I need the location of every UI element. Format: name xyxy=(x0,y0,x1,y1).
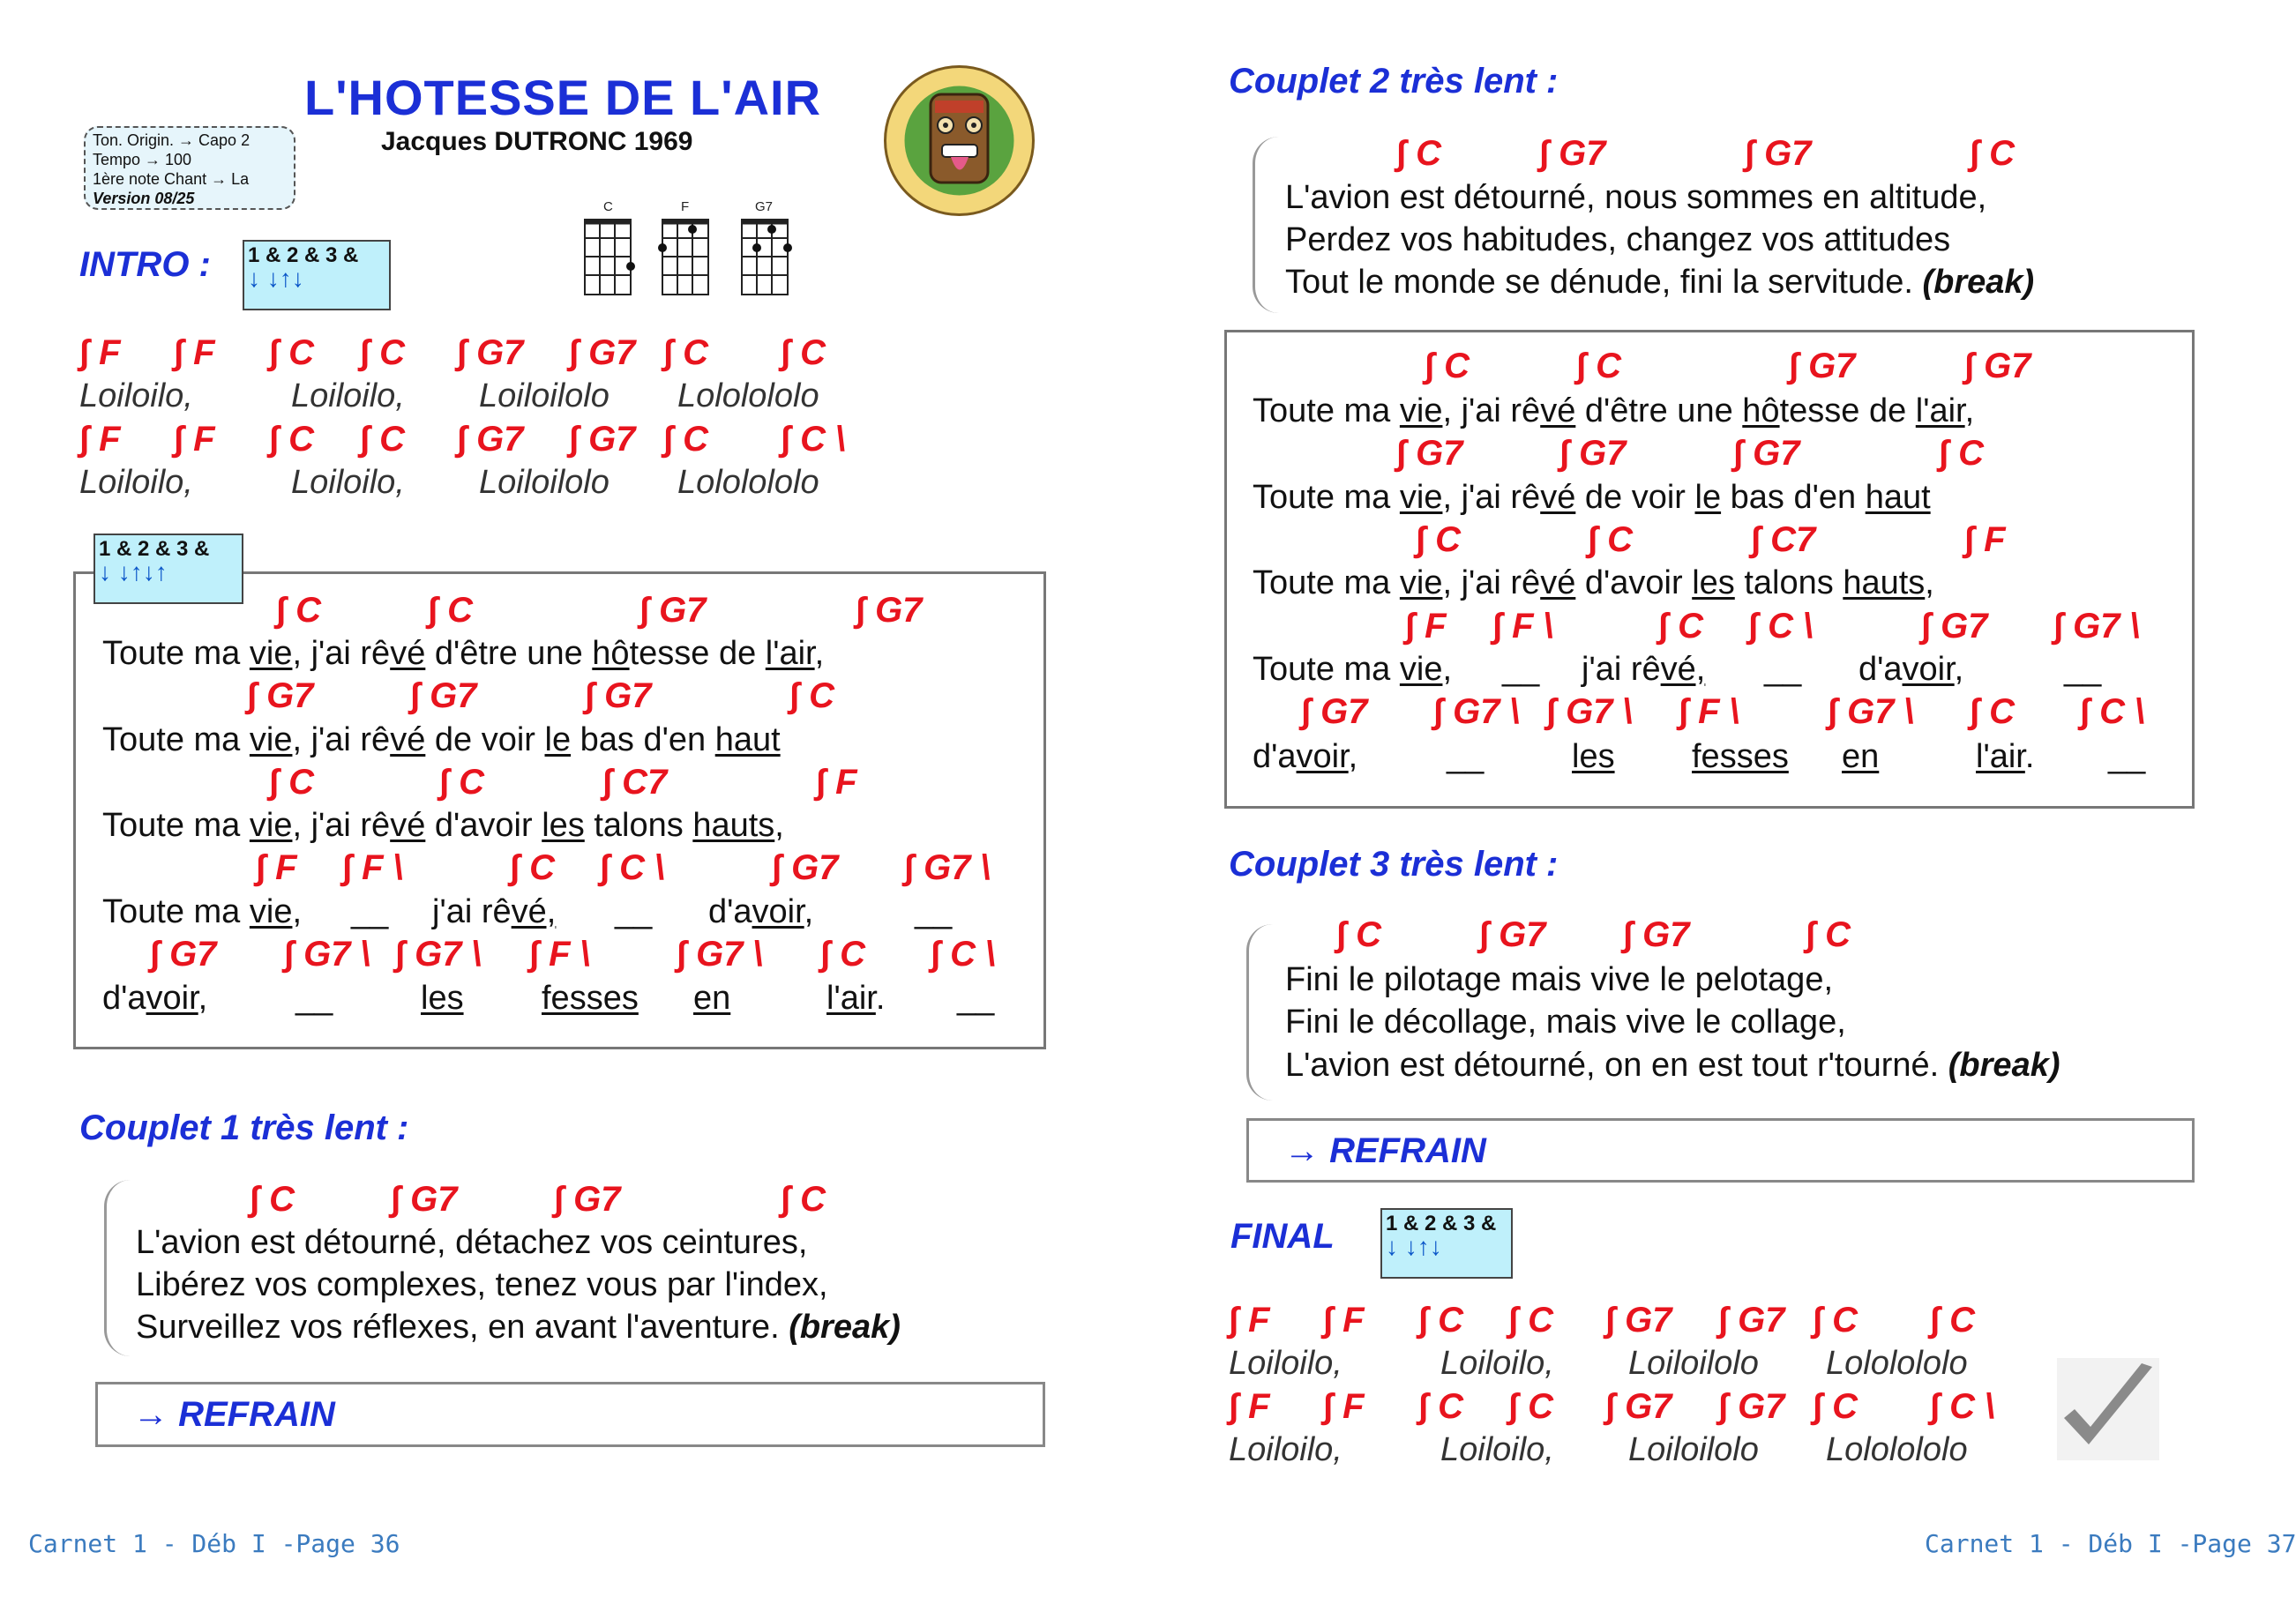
chord: ∫ G7 xyxy=(1718,1301,1785,1340)
final-lyric: Lololololo xyxy=(1826,1345,1968,1382)
chord: ∫ C \ xyxy=(781,420,846,459)
lyric-blank: __ xyxy=(295,980,333,1017)
couplet3-title: Couplet 3 très lent : xyxy=(1229,845,1559,884)
song-info-box xyxy=(84,126,295,210)
chord: ∫ G7 \ xyxy=(284,935,370,974)
chord: ∫ G7 xyxy=(457,333,524,372)
refrain-strum-pattern xyxy=(93,534,243,604)
chord: ∫ C xyxy=(276,591,321,630)
chord: ∫ G7 \ xyxy=(1828,692,1914,731)
chord: ∫ C xyxy=(781,1180,826,1219)
refrain-line-4c: d'avoir, xyxy=(1858,651,1964,688)
chord: ∫ G7 xyxy=(1745,134,1812,173)
footer-right: Carnet 1 - Déb I -Page 37 xyxy=(1925,1529,2296,1558)
chord: ∫ F \ xyxy=(1492,607,1553,646)
chord: ∫ C xyxy=(510,848,555,887)
couplet1-line: Surveillez vos réflexes, en avant l'aventure. (break) xyxy=(136,1309,901,1346)
lyric-word: en xyxy=(1842,738,1880,775)
song-artist: Jacques DUTRONC 1969 xyxy=(381,127,693,156)
intro-lyric: Loiloilolo xyxy=(479,464,610,501)
refrain-line-3: Toute ma vie, j'ai rêvé d'avoir les talons hauts, xyxy=(102,807,784,844)
chord: ∫ G7 xyxy=(150,935,217,974)
chord: ∫ C \ xyxy=(931,935,996,974)
refrain-link-label: → REFRAIN xyxy=(1284,1131,1486,1170)
refrain-line-2: Toute ma vie, j'ai rêvé de voir le bas d'en haut xyxy=(1253,479,1931,516)
chord: ∫ C xyxy=(1576,347,1621,385)
chord: ∫ G7 xyxy=(1789,347,1856,385)
final-lyric: Loiloilo, xyxy=(1440,1431,1554,1468)
strum-arrows: ↓ ↓↑↓ xyxy=(1386,1233,1442,1260)
final-lyric: Loiloilolo xyxy=(1628,1345,1759,1382)
final-lyric: Loiloilo, xyxy=(1440,1345,1554,1382)
intro-lyric: Loiloilo, xyxy=(291,377,405,414)
chord: ∫ C \ xyxy=(1930,1387,1995,1426)
lyric-blank: __ xyxy=(1447,738,1485,775)
strum-arrows: ↓ ↓↑↓↑ xyxy=(99,558,168,586)
chord: ∫ C7 xyxy=(1751,520,1816,559)
intro-lyric: Loiloilo, xyxy=(291,464,405,501)
chord: ∫ G7 xyxy=(1718,1387,1785,1426)
info-key: Ton. Origin. → Capo 2 xyxy=(93,131,251,149)
chord: ∫ F xyxy=(1323,1387,1365,1426)
strum-beats: 1 & 2 & 3 & xyxy=(99,537,210,561)
chord: ∫ G7 xyxy=(410,676,477,715)
lyric-word: les xyxy=(421,980,464,1017)
checkmark-icon xyxy=(2055,1356,2161,1462)
chord: ∫ G7 xyxy=(639,591,707,630)
chord: ∫ G7 xyxy=(856,591,923,630)
chord: ∫ C xyxy=(1425,347,1470,385)
chord-diagram-g7 xyxy=(739,199,792,301)
refrain-line-1: Toute ma vie, j'ai rêvé d'être une hôtesse de l'air, xyxy=(1253,392,1975,429)
couplet1-brace xyxy=(104,1180,133,1356)
chord: ∫ C xyxy=(1416,520,1461,559)
chord: ∫ F xyxy=(816,763,857,802)
chord: ∫ C xyxy=(1396,134,1441,173)
chord: ∫ C xyxy=(1658,607,1703,646)
lyric-blank: __ xyxy=(2108,738,2146,775)
chord: ∫ C xyxy=(1336,915,1381,954)
chord: ∫ C7 xyxy=(602,763,668,802)
refrain-line-2: Toute ma vie, j'ai rêvé de voir le bas d'en haut xyxy=(102,721,781,758)
strum-beats: 1 & 2 & 3 & xyxy=(248,243,359,267)
chord: ∫ G7 xyxy=(1623,915,1690,954)
refrain-line-4c: d'avoir, xyxy=(708,893,814,930)
refrain-reference-right[interactable] xyxy=(1246,1118,2195,1183)
refrain-line-5: d'avoir, xyxy=(102,980,208,1017)
chord: ∫ F xyxy=(1229,1301,1270,1340)
couplet3-line: Fini le pilotage mais vive le pelotage, xyxy=(1285,961,1834,998)
chord: ∫ G7 xyxy=(772,848,839,887)
chord: ∫ C xyxy=(1970,134,2015,173)
refrain-reference-left[interactable] xyxy=(95,1382,1045,1447)
chord: ∫ G7 xyxy=(1479,915,1546,954)
lyric-blank: __ xyxy=(351,893,389,930)
chord: ∫ G7 xyxy=(1733,434,1800,473)
lyric-blank: __ xyxy=(957,980,995,1017)
chord: ∫ F xyxy=(1323,1301,1365,1340)
couplet1-title: Couplet 1 très lent : xyxy=(79,1108,409,1147)
chord: ∫ G7 xyxy=(1396,434,1463,473)
chord: ∫ C xyxy=(663,420,708,459)
chord: ∫ G7 xyxy=(1539,134,1606,173)
chord: ∫ G7 xyxy=(554,1180,621,1219)
chord: ∫ F xyxy=(79,333,121,372)
chord: ∫ C xyxy=(250,1180,295,1219)
chord: ∫ C xyxy=(781,333,826,372)
chord: ∫ C xyxy=(1813,1301,1858,1340)
couplet2-line: L'avion est détourné, nous sommes en altitude, xyxy=(1285,179,1987,216)
chord: ∫ C xyxy=(1813,1387,1858,1426)
chord: ∫ C xyxy=(1806,915,1851,954)
refrain-line-1: Toute ma vie, j'ai rêvé d'être une hôtesse de l'air, xyxy=(102,635,825,672)
lyric-word: fesses xyxy=(1692,738,1789,775)
chord: ∫ G7 xyxy=(457,420,524,459)
couplet2-title: Couplet 2 très lent : xyxy=(1229,62,1559,101)
chord: ∫ C xyxy=(1970,692,2015,731)
chord: ∫ C xyxy=(1939,434,1984,473)
chord: ∫ C xyxy=(1508,1301,1553,1340)
info-first-note: 1ère note Chant → La xyxy=(93,170,250,188)
final-strum-pattern xyxy=(1380,1208,1513,1279)
chord: ∫ C \ xyxy=(2080,692,2145,731)
chord: ∫ G7 xyxy=(1921,607,1988,646)
chord: ∫ C xyxy=(1418,1301,1463,1340)
lyric-word: l'air. xyxy=(826,980,886,1017)
chord: ∫ G7 xyxy=(247,676,314,715)
chord-diagram-label: C xyxy=(603,199,613,214)
song-title: L'HOTESSE DE L'AIR xyxy=(304,70,822,125)
refrain-line-4b: j'ai rêvé, xyxy=(432,893,557,930)
chord: ∫ F xyxy=(1964,520,2006,559)
chord: ∫ G7 \ xyxy=(677,935,763,974)
lyric-word: en xyxy=(693,980,731,1017)
chord: ∫ G7 \ xyxy=(2053,607,2140,646)
refrain-line-4: Toute ma vie, xyxy=(102,893,303,930)
couplet2-line: Tout le monde se dénude, fini la servitude. (break) xyxy=(1285,264,2035,301)
intro-lyric: Loiloilo, xyxy=(79,377,193,414)
chord: ∫ G7 xyxy=(1559,434,1627,473)
intro-label: INTRO : xyxy=(79,245,211,284)
refrain-line-5: d'avoir, xyxy=(1253,738,1358,775)
chord: ∫ G7 xyxy=(391,1180,458,1219)
chord-diagram-f xyxy=(660,199,713,301)
tiki-logo xyxy=(882,63,1036,218)
refrain-link-label: → REFRAIN xyxy=(133,1395,335,1434)
refrain-line-4b: j'ai rêvé, xyxy=(1582,651,1706,688)
couplet2-line: Perdez vos habitudes, changez vos attitudes xyxy=(1285,221,1951,258)
chord: ∫ F \ xyxy=(529,935,590,974)
chord: ∫ C xyxy=(1508,1387,1553,1426)
final-lyric: Loiloilo, xyxy=(1229,1345,1342,1382)
chord: ∫ G7 xyxy=(1605,1301,1672,1340)
lyric-blank: __ xyxy=(1764,651,1802,688)
intro-lyric: Lololololo xyxy=(677,464,819,501)
chord: ∫ C \ xyxy=(600,848,665,887)
chord: ∫ G7 \ xyxy=(395,935,482,974)
chord: ∫ G7 xyxy=(585,676,652,715)
couplet2-brace xyxy=(1253,137,1282,313)
chord: ∫ C xyxy=(428,591,473,630)
final-label: FINAL xyxy=(1230,1217,1335,1256)
chord: ∫ F \ xyxy=(1679,692,1739,731)
chord: ∫ C xyxy=(663,333,708,372)
chord: ∫ F xyxy=(174,333,215,372)
fretboard-icon xyxy=(660,217,713,301)
chord: ∫ F \ xyxy=(342,848,403,887)
final-lyric: Loiloilolo xyxy=(1628,1431,1759,1468)
chord: ∫ C xyxy=(360,420,405,459)
refrain-line-3: Toute ma vie, j'ai rêvé d'avoir les talons hauts, xyxy=(1253,564,1934,601)
lyric-word: les xyxy=(1572,738,1615,775)
chord: ∫ G7 xyxy=(1964,347,2031,385)
fretboard-icon xyxy=(582,217,635,301)
chord: ∫ G7 \ xyxy=(1546,692,1633,731)
lyric-word: fesses xyxy=(542,980,639,1017)
chord-diagram-label: G7 xyxy=(755,199,774,214)
fretboard-icon xyxy=(739,217,792,301)
refrain-line-4: Toute ma vie, xyxy=(1253,651,1453,688)
chord: ∫ C xyxy=(439,763,484,802)
intro-lyric: Lololololo xyxy=(677,377,819,414)
couplet1-line: Libérez vos complexes, tenez vous par l'index, xyxy=(136,1266,828,1303)
chord: ∫ C xyxy=(1588,520,1633,559)
chord: ∫ C xyxy=(1418,1387,1463,1426)
chord: ∫ G7 \ xyxy=(1433,692,1520,731)
chord: ∫ F xyxy=(1229,1387,1270,1426)
intro-strum-pattern xyxy=(243,240,391,310)
chord: ∫ F xyxy=(1405,607,1447,646)
couplet3-line: Fini le décollage, mais vive le collage, xyxy=(1285,1004,1846,1041)
lyric-blank: __ xyxy=(1502,651,1540,688)
intro-lyric: Loiloilolo xyxy=(479,377,610,414)
chord: ∫ C \ xyxy=(1748,607,1814,646)
chord: ∫ G7 xyxy=(1605,1387,1672,1426)
chord-diagram-c xyxy=(582,199,635,301)
chord: ∫ C xyxy=(269,420,314,459)
chord: ∫ F xyxy=(79,420,121,459)
chord: ∫ C xyxy=(820,935,865,974)
chord: ∫ G7 xyxy=(569,333,636,372)
chord: ∫ C xyxy=(789,676,834,715)
lyric-blank: __ xyxy=(2064,651,2102,688)
chord: ∫ G7 xyxy=(1301,692,1368,731)
strum-arrows: ↓ ↓↑↓ xyxy=(248,265,304,292)
intro-lyric: Loiloilo, xyxy=(79,464,193,501)
strum-beats: 1 & 2 & 3 & xyxy=(1386,1212,1497,1235)
info-tempo: Tempo → 100 xyxy=(93,151,192,168)
lyric-word: l'air. xyxy=(1976,738,2035,775)
chord: ∫ C xyxy=(1930,1301,1975,1340)
final-lyric: Loiloilo, xyxy=(1229,1431,1342,1468)
chord: ∫ F xyxy=(256,848,297,887)
info-version: Version 08/25 xyxy=(93,190,195,207)
chord: ∫ G7 \ xyxy=(904,848,991,887)
chord: ∫ F xyxy=(174,420,215,459)
couplet1-line: L'avion est détourné, détachez vos ceintures, xyxy=(136,1224,808,1261)
chord: ∫ C xyxy=(360,333,405,372)
lyric-blank: __ xyxy=(915,893,953,930)
chord-diagram-label: F xyxy=(681,199,690,214)
couplet3-line: L'avion est détourné, on en est tout r'tourné. (break) xyxy=(1285,1047,2060,1084)
lyric-blank: __ xyxy=(615,893,653,930)
chord: ∫ C xyxy=(269,763,314,802)
footer-left: Carnet 1 - Déb I -Page 36 xyxy=(28,1529,400,1558)
chord: ∫ G7 xyxy=(569,420,636,459)
couplet3-brace xyxy=(1246,924,1275,1101)
final-lyric: Lololololo xyxy=(1826,1431,1968,1468)
chord: ∫ C xyxy=(269,333,314,372)
